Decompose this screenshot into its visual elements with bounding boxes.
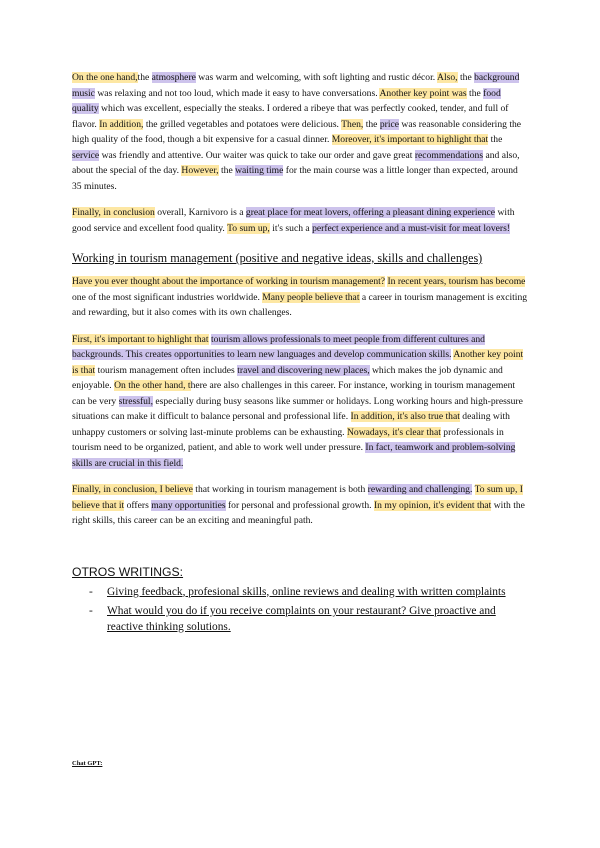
text-segment: which makes the job dynamic and enjoyable.	[72, 364, 503, 391]
highlight-connector: On the other hand, t	[114, 380, 191, 391]
text-segment: it's such a	[269, 222, 313, 234]
text-segment: especially during busy seasons like summer or holidays. Long working hours and high-pressure situations can make it difficult to balance personal and professional life.	[72, 395, 523, 422]
highlight-connector: To sum up,	[227, 222, 270, 234]
highlight-connector: In recent years, tourism has become	[387, 276, 526, 287]
text-segment: with good service and excellent food quality.	[72, 207, 515, 234]
text-segment: the	[218, 165, 236, 176]
text-segment: for personal and professional growth.	[225, 499, 374, 511]
text-segment: the	[457, 72, 475, 83]
highlight-connector: Finally, in conclusion	[72, 207, 155, 218]
text-segment: was warm and welcoming, with soft lighting and rustic décor.	[195, 72, 438, 83]
text-segment: the	[363, 118, 380, 130]
highlight-keyword: atmosphere	[151, 72, 196, 83]
highlight-connector: Have you ever thought about the importance of working in tourism management?	[72, 276, 386, 287]
highlight-connector: Many people believe that	[262, 291, 360, 303]
list-item-link[interactable]: Giving feedback, profesional skills, online reviews and dealing with written complaints	[107, 585, 506, 598]
document-page	[72, 70, 528, 639]
highlight-connector: On the one hand,	[72, 72, 138, 83]
text-segment: the	[466, 87, 484, 99]
highlight-keyword: food quality	[72, 87, 501, 114]
text-segment: one of the most significant industries worldwide.	[72, 291, 263, 303]
highlight-keyword: waiting time	[235, 165, 284, 176]
text-segment: tourism management often includes	[95, 364, 238, 376]
list-item	[89, 604, 528, 635]
text-segment: the	[137, 72, 152, 83]
highlight-connector: In addition, it's also true that	[350, 411, 460, 422]
highlight-keyword: rewarding and challenging.	[367, 484, 473, 495]
highlight-keyword: service	[72, 149, 100, 161]
highlight-connector: Moreover, it's important to highlight that	[331, 134, 489, 145]
review-paragraph-2	[72, 205, 528, 236]
highlight-connector: In my opinion, it's evident that	[373, 499, 492, 511]
text-segment: that working in tourism management is both	[192, 484, 368, 495]
text-segment: the	[488, 134, 503, 145]
highlight-connector: In addition,	[99, 118, 144, 130]
text-segment: overall, Karnivoro is a	[154, 207, 246, 218]
highlight-keyword: recommendations	[414, 149, 484, 161]
text-segment: the grilled vegetables and potatoes were delicious.	[143, 118, 342, 130]
list-item-link[interactable]: What would you do if you receive complaints on your restaurant? Give proactive and reactive thinking solutions.	[107, 605, 496, 633]
highlight-connector: However,	[181, 165, 219, 176]
list-item	[89, 585, 528, 601]
list-dash: -	[89, 605, 93, 617]
highlight-connector: Another key point was	[379, 87, 467, 99]
highlight-connector: Then,	[341, 118, 364, 130]
tourism-paragraph-1	[72, 274, 528, 321]
highlight-keyword: price	[379, 118, 400, 130]
highlight-keyword: tourism allows professionals to meet people from different cultures and backgrounds. This creates opportunities to learn new languages and develop communication skills.	[72, 333, 485, 360]
otros-list	[89, 585, 528, 636]
highlight-connector: To sum up, I believe that it	[72, 484, 523, 511]
text-segment: was friendly and attentive. Our waiter was quick to take our order and gave great	[99, 149, 415, 161]
text-segment: and also, about the special of the day.	[72, 149, 520, 176]
text-segment: offers	[124, 499, 152, 511]
text-segment: was reasonable considering the high quality of the food, though a bit expensive for a casual dinner.	[72, 118, 522, 145]
highlight-connector: Nowadays, it's clear that	[346, 426, 441, 438]
highlight-connector: First, it's important to highlight that	[72, 333, 209, 345]
highlight-keyword: In fact, teamwork and problem-solving skills are crucial in this field.	[72, 442, 516, 469]
text-segment: professionals in tourism need to be organized, patient, and able to work well under pressure.	[72, 426, 504, 453]
highlight-keyword: great place for meat lovers, offering a pleasant dining experience	[245, 207, 496, 218]
highlight-keyword: travel and discovering new places,	[237, 364, 370, 376]
text-segment: dealing with unhappy customers or solving last-minute problems can be exhausting.	[72, 411, 510, 438]
list-dash: -	[89, 585, 93, 598]
tourism-paragraph-3	[72, 482, 528, 529]
highlight-keyword: stressful,	[118, 395, 153, 407]
review-paragraph-1	[72, 70, 528, 194]
text-segment: which was excellent, especially the steaks. I ordered a ribeye that was perfectly cooked, tender, and full of flavor.	[72, 103, 509, 130]
text-segment: here are also challenges in this career. For instance, working in tourism management can be very	[72, 380, 516, 407]
text-segment: for the main course was a little longer than expected, around 35 minutes.	[72, 165, 518, 192]
highlight-keyword: background music	[72, 72, 520, 99]
text-segment: was relaxing and not too loud, which made it easy to have conversations.	[94, 87, 380, 99]
highlight-keyword: many opportunities	[151, 499, 226, 511]
section-heading-text: Working in tourism management (positive and negative ideas, skills and challenges)	[72, 251, 483, 265]
highlight-connector: Finally, in conclusion, I believe	[72, 484, 193, 495]
otros-heading: OTROS WRITINGS:	[72, 564, 184, 579]
section-heading	[72, 250, 528, 266]
highlight-connector: Another key point is that	[72, 349, 524, 376]
highlight-keyword: perfect experience and a must-visit for meat lovers!	[312, 222, 510, 234]
tourism-paragraph-2	[72, 332, 528, 472]
text-segment: with the right skills, this career can be an exciting and meaningful path.	[72, 499, 525, 526]
text-segment: a career in tourism management is exciting and rewarding, but it also comes with its own challenges.	[72, 291, 528, 318]
footer-note: Chat GPT:	[72, 760, 103, 767]
highlight-connector: Also,	[437, 72, 458, 83]
